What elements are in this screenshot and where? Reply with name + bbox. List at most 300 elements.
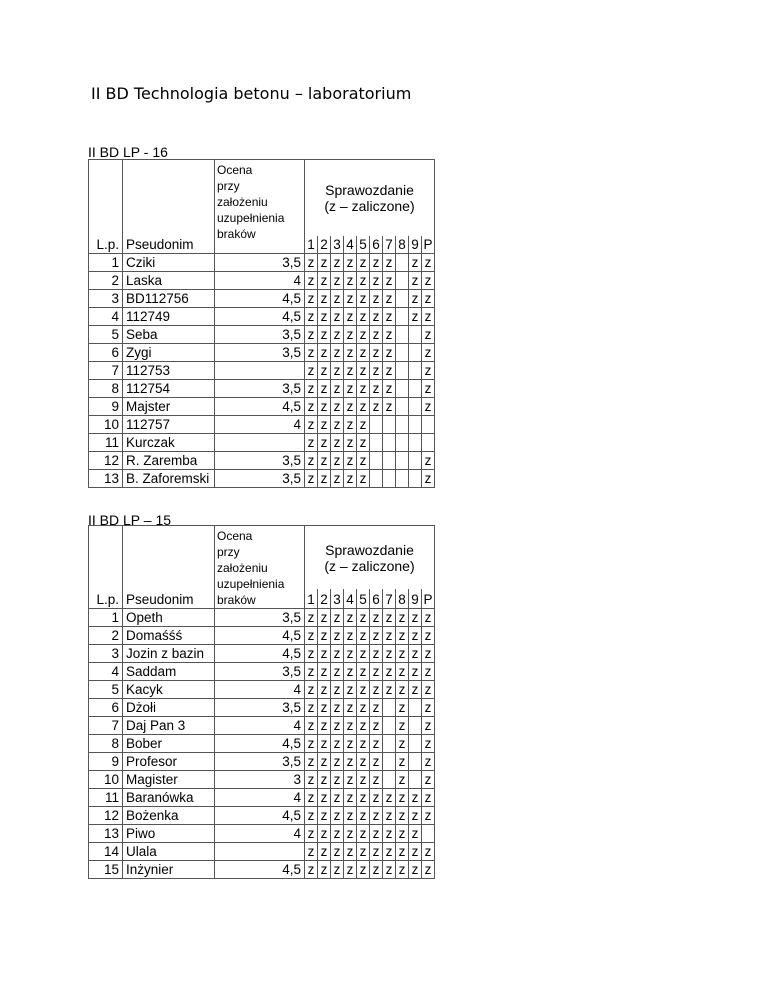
report-status-cell: z [357,271,370,289]
report-status-cell: z [357,627,370,645]
report-status-cell [409,325,422,343]
report-status-cell: z [331,861,344,879]
report-status-cell: z [305,609,318,627]
table-row [89,361,435,379]
sprawozdanie-header [305,526,435,590]
report-status-cell: z [305,415,318,433]
pseudonim-header: Pseudonim [123,589,215,609]
ocena-header-line: braków [217,593,256,607]
report-status-cell [396,451,409,469]
report-status-cell: z [357,807,370,825]
report-status-cell: z [357,735,370,753]
report-status-cell: z [422,645,435,663]
row-number: 1 [89,253,123,271]
report-status-cell: z [396,681,409,699]
sprawozdanie-header [305,160,435,236]
report-status-cell: z [422,397,435,415]
report-column-header: 4 [344,589,357,609]
row-pseudonym: Daj Pan 3 [123,717,215,735]
ocena-header-line: uzupełnienia [217,211,285,225]
table-row [89,843,435,861]
ocena-header-line: założeniu [217,195,268,209]
table-row [89,807,435,825]
table-row [89,861,435,879]
report-status-cell: z [331,289,344,307]
report-status-cell: z [357,343,370,361]
report-status-cell: z [383,807,396,825]
row-number: 1 [89,609,123,627]
report-status-cell: z [370,735,383,753]
ocena-header-line: Ocena [217,529,253,543]
report-status-cell: z [383,609,396,627]
report-status-cell: z [305,717,318,735]
table-row [89,397,435,415]
report-status-cell: z [396,861,409,879]
report-status-cell: z [344,271,357,289]
report-status-cell: z [409,807,422,825]
row-number: 6 [89,343,123,361]
report-status-cell: z [318,807,331,825]
row-pseudonym: R. Zaremba [123,451,215,469]
report-status-cell: z [396,735,409,753]
report-status-cell: z [305,451,318,469]
table-row [89,379,435,397]
report-status-cell: z [370,609,383,627]
group-title: II BD LP - 16 [88,144,168,160]
report-status-cell [370,433,383,451]
report-status-cell: z [305,789,318,807]
row-grade [215,361,305,379]
row-grade: 3,5 [215,663,305,681]
report-status-cell: z [318,681,331,699]
report-status-cell: z [409,271,422,289]
report-status-cell: z [383,307,396,325]
report-status-cell: z [383,361,396,379]
report-status-cell: z [422,379,435,397]
report-status-cell: z [422,343,435,361]
header-blank-name [123,526,215,590]
table-row [89,343,435,361]
row-number: 5 [89,325,123,343]
report-status-cell: z [331,825,344,843]
report-status-cell [409,771,422,789]
report-status-cell: z [318,861,331,879]
row-number: 7 [89,717,123,735]
row-pseudonym: Laska [123,271,215,289]
row-pseudonym: Baranówka [123,789,215,807]
report-status-cell: z [357,663,370,681]
report-status-cell [409,343,422,361]
report-column-header: 7 [383,589,396,609]
report-status-cell: z [409,663,422,681]
report-column-header: 3 [331,236,344,254]
report-status-cell: z [331,325,344,343]
report-status-cell: z [396,771,409,789]
report-status-cell: z [318,253,331,271]
table-row [89,325,435,343]
report-status-cell: z [318,307,331,325]
report-column-header: 6 [370,589,383,609]
report-status-cell [409,397,422,415]
report-status-cell: z [422,807,435,825]
report-status-cell: z [331,397,344,415]
row-number: 4 [89,663,123,681]
report-column-header: 8 [396,236,409,254]
report-status-cell [396,433,409,451]
report-column-header: 1 [305,589,318,609]
row-number: 2 [89,271,123,289]
report-status-cell: z [383,379,396,397]
report-status-cell: z [422,717,435,735]
report-status-cell: z [370,627,383,645]
report-status-cell: z [357,645,370,663]
report-status-cell: z [318,735,331,753]
report-status-cell: z [422,627,435,645]
row-grade: 4,5 [215,627,305,645]
sprawozdanie-note: (z – zaliczone) [324,197,415,214]
row-number: 7 [89,361,123,379]
row-grade: 3,5 [215,379,305,397]
row-number: 5 [89,681,123,699]
report-status-cell: z [318,469,331,487]
report-status-cell: z [318,289,331,307]
row-number: 13 [89,825,123,843]
report-status-cell: z [344,861,357,879]
report-status-cell: z [357,397,370,415]
row-pseudonym: Kurczak [123,433,215,451]
report-status-cell: z [331,379,344,397]
report-status-cell: z [396,843,409,861]
row-pseudonym: 112754 [123,379,215,397]
report-status-cell: z [383,253,396,271]
row-number: 2 [89,627,123,645]
report-status-cell [396,271,409,289]
ocena-header-line: założeniu [217,561,268,575]
report-status-cell: z [396,627,409,645]
report-status-cell [409,699,422,717]
report-status-cell: z [305,343,318,361]
row-number: 8 [89,735,123,753]
report-status-cell [396,253,409,271]
row-number: 6 [89,699,123,717]
row-number: 4 [89,307,123,325]
table-row [89,825,435,843]
report-status-cell: z [318,343,331,361]
report-status-cell: z [409,627,422,645]
ocena-header-line: przy [217,545,240,559]
report-status-cell: z [422,451,435,469]
report-status-cell: z [305,825,318,843]
table-row [89,789,435,807]
report-status-cell: z [357,843,370,861]
row-grade: 3,5 [215,469,305,487]
report-status-cell: z [318,361,331,379]
row-grade: 4,5 [215,861,305,879]
report-status-cell: z [331,361,344,379]
row-number: 8 [89,379,123,397]
report-status-cell [383,433,396,451]
table-row [89,451,435,469]
report-status-cell [396,343,409,361]
row-grade: 4 [215,415,305,433]
row-grade: 4 [215,271,305,289]
header-blank-lp [89,160,123,236]
report-status-cell [396,469,409,487]
report-status-cell: z [396,609,409,627]
report-status-cell: z [370,663,383,681]
report-status-cell: z [422,861,435,879]
report-status-cell: z [305,289,318,307]
report-status-cell: z [331,609,344,627]
report-status-cell: z [357,825,370,843]
report-status-cell [383,753,396,771]
table-row [89,253,435,271]
report-status-cell: z [396,699,409,717]
document-title: II BD Technologia betonu – laboratorium [91,84,412,103]
sprawozdanie-label: Sprawozdanie [325,541,414,558]
report-status-cell [422,433,435,451]
report-status-cell: z [370,271,383,289]
row-pseudonym: Bober [123,735,215,753]
report-status-cell: z [357,379,370,397]
report-status-cell: z [344,361,357,379]
row-pseudonym: Profesor [123,753,215,771]
report-status-cell: z [357,753,370,771]
row-grade: 3 [215,771,305,789]
report-status-cell: z [409,789,422,807]
report-status-cell: z [357,253,370,271]
report-column-header: 3 [331,589,344,609]
row-pseudonym: Majster [123,397,215,415]
report-status-cell: z [370,307,383,325]
report-status-cell: z [357,771,370,789]
report-status-cell: z [331,753,344,771]
group-title: II BD LP – 15 [88,512,172,528]
report-status-cell: z [396,753,409,771]
report-status-cell: z [318,415,331,433]
report-status-cell: z [331,681,344,699]
table-row [89,609,435,627]
table-row [89,415,435,433]
report-status-cell: z [318,325,331,343]
report-status-cell: z [305,699,318,717]
report-status-cell: z [344,451,357,469]
report-status-cell: z [318,825,331,843]
ocena-header-line: uzupełnienia [217,577,285,591]
report-status-cell [409,451,422,469]
report-status-cell: z [422,609,435,627]
report-status-cell: z [370,753,383,771]
report-status-cell: z [331,415,344,433]
table-row [89,271,435,289]
report-status-cell: z [383,645,396,663]
report-status-cell: z [344,325,357,343]
report-status-cell: z [344,253,357,271]
report-status-cell: z [344,699,357,717]
report-status-cell [409,415,422,433]
report-status-cell: z [344,379,357,397]
report-status-cell: z [370,289,383,307]
report-status-cell: z [370,397,383,415]
report-status-cell: z [318,645,331,663]
report-status-cell: z [370,699,383,717]
report-status-cell: z [370,789,383,807]
pseudonim-header: Pseudonim [123,236,215,254]
report-status-cell: z [370,843,383,861]
row-pseudonym: Kacyk [123,681,215,699]
report-column-header: 7 [383,236,396,254]
report-status-cell: z [409,645,422,663]
report-status-cell: z [305,807,318,825]
report-status-cell: z [305,361,318,379]
report-status-cell [409,717,422,735]
report-status-cell: z [370,379,383,397]
report-status-cell: z [409,861,422,879]
report-status-cell: z [344,807,357,825]
report-status-cell: z [383,289,396,307]
header-blank-name [123,160,215,236]
report-status-cell: z [370,253,383,271]
ocena-header-line: braków [217,227,256,241]
report-status-cell [383,699,396,717]
report-status-cell: z [370,681,383,699]
table-row [89,699,435,717]
report-status-cell: z [305,645,318,663]
report-status-cell [383,415,396,433]
report-status-cell: z [331,843,344,861]
row-number: 11 [89,433,123,451]
report-status-cell: z [396,663,409,681]
report-status-cell: z [318,771,331,789]
report-status-cell [422,415,435,433]
report-status-cell [409,735,422,753]
grades-table [88,525,435,879]
report-status-cell: z [331,469,344,487]
report-status-cell: z [344,771,357,789]
row-pseudonym: 112757 [123,415,215,433]
table-row [89,717,435,735]
row-pseudonym: Piwo [123,825,215,843]
report-status-cell: z [422,271,435,289]
row-grade: 4,5 [215,645,305,663]
report-status-cell: z [422,325,435,343]
report-status-cell [409,433,422,451]
report-status-cell: z [357,681,370,699]
report-status-cell: z [396,717,409,735]
report-status-cell [396,361,409,379]
report-status-cell: z [409,825,422,843]
report-column-header: 6 [370,236,383,254]
report-status-cell: z [422,307,435,325]
report-status-cell: z [409,289,422,307]
row-pseudonym: Seba [123,325,215,343]
report-status-cell: z [409,681,422,699]
row-number: 10 [89,771,123,789]
row-grade: 4,5 [215,397,305,415]
row-grade: 3,5 [215,699,305,717]
report-status-cell: z [409,609,422,627]
report-column-header: P [422,589,435,609]
report-status-cell: z [344,717,357,735]
report-status-cell: z [331,645,344,663]
report-status-cell: z [396,825,409,843]
report-status-cell: z [305,271,318,289]
report-status-cell: z [422,469,435,487]
report-status-cell: z [370,645,383,663]
row-grade: 3,5 [215,343,305,361]
table-row [89,645,435,663]
report-status-cell [396,307,409,325]
report-column-header: 8 [396,589,409,609]
report-status-cell: z [422,735,435,753]
report-column-header: 9 [409,236,422,254]
report-status-cell: z [331,271,344,289]
report-status-cell: z [305,771,318,789]
report-status-cell: z [344,397,357,415]
report-status-cell: z [370,771,383,789]
row-number: 3 [89,645,123,663]
row-grade: 4,5 [215,307,305,325]
row-pseudonym: Dżołi [123,699,215,717]
report-status-cell: z [305,253,318,271]
report-status-cell: z [383,271,396,289]
report-status-cell: z [357,699,370,717]
report-status-cell: z [370,717,383,735]
report-status-cell [370,469,383,487]
report-status-cell [396,289,409,307]
report-status-cell: z [344,753,357,771]
report-status-cell: z [383,627,396,645]
table-row [89,433,435,451]
row-number: 3 [89,289,123,307]
report-status-cell: z [383,663,396,681]
report-status-cell: z [305,753,318,771]
report-status-cell: z [331,253,344,271]
report-status-cell [409,379,422,397]
report-status-cell: z [331,433,344,451]
row-pseudonym: Bożenka [123,807,215,825]
row-pseudonym: Magister [123,771,215,789]
row-pseudonym: Jozin z bazin [123,645,215,663]
table-row [89,681,435,699]
report-status-cell [409,753,422,771]
report-status-cell: z [318,699,331,717]
report-status-cell: z [422,361,435,379]
report-status-cell: z [305,663,318,681]
report-status-cell: z [318,663,331,681]
row-grade: 3,5 [215,609,305,627]
report-status-cell [396,325,409,343]
report-status-cell: z [370,807,383,825]
report-status-cell: z [331,663,344,681]
row-number: 13 [89,469,123,487]
report-status-cell: z [331,343,344,361]
report-status-cell: z [422,253,435,271]
report-status-cell: z [344,663,357,681]
report-status-cell: z [305,735,318,753]
row-pseudonym: Zygi [123,343,215,361]
row-grade: 4 [215,825,305,843]
row-number: 15 [89,861,123,879]
report-status-cell: z [357,469,370,487]
report-status-cell: z [318,717,331,735]
report-status-cell [396,379,409,397]
row-pseudonym: B. Zaforemski [123,469,215,487]
report-status-cell: z [305,379,318,397]
report-status-cell: z [357,789,370,807]
report-status-cell: z [318,271,331,289]
report-status-cell: z [344,469,357,487]
